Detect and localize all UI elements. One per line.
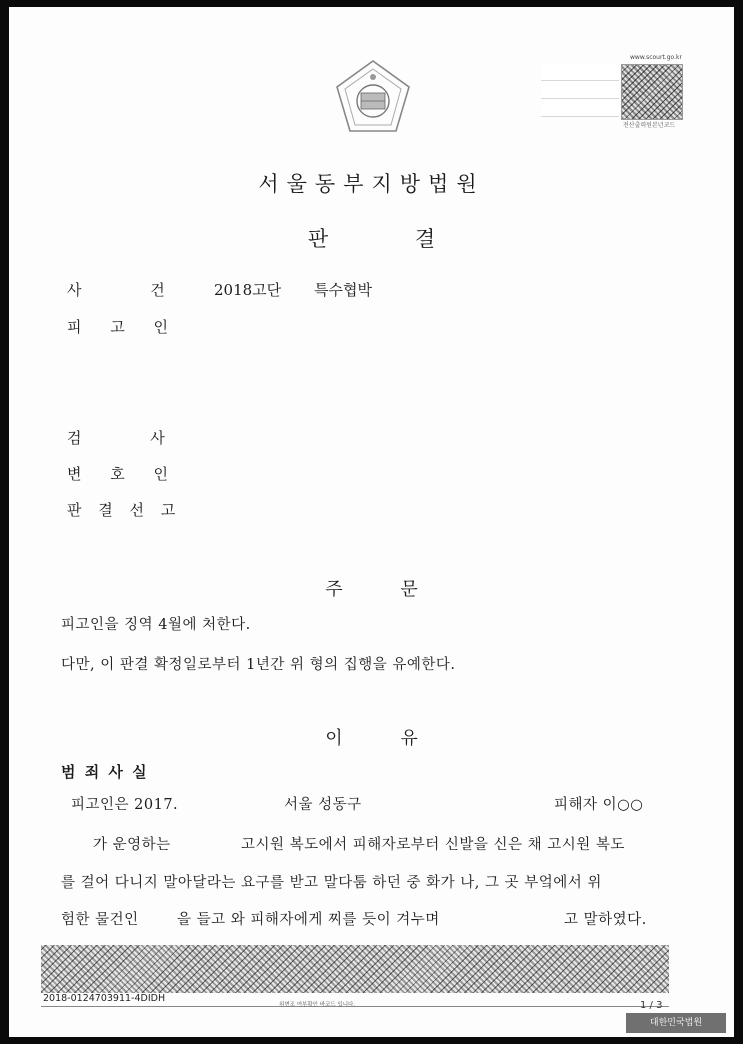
document-page — [9, 7, 734, 1037]
facts-line-1b: 서울 성동구 — [284, 797, 362, 813]
defendant-label: 피 고 인 — [67, 318, 181, 336]
court-seal-emblem — [331, 57, 415, 141]
document-title: 판 결 — [307, 227, 436, 251]
defense-counsel-label: 변 호 인 — [67, 465, 181, 483]
facts-line-4c: 고 말하였다. — [564, 912, 647, 928]
page-number: 1 / 3 — [640, 1000, 663, 1011]
barcode-strip — [41, 945, 669, 993]
facts-heading: 범 죄 사 실 — [61, 763, 149, 781]
document-code: 2018-0124703911-4DIDH — [43, 993, 166, 1004]
facts-line-2a: 가 운영하는 — [93, 837, 171, 853]
court-name: 서울동부지방법원 — [258, 172, 485, 196]
footer-notice: 위변조 여부확인 바코드 입니다. — [279, 1002, 356, 1008]
prosecutor-label: 검 사 — [67, 429, 197, 447]
order-title: 주 문 — [325, 579, 418, 600]
verify-url: www.scourt.go.kr — [630, 54, 682, 61]
reasons-title: 이 유 — [325, 728, 418, 749]
verdict-date-label: 판 결 선 고 — [67, 501, 182, 519]
facts-line-4b: 을 들고 와 피해자에게 찌를 듯이 겨누며 — [177, 912, 440, 928]
facts-line-4a: 험한 물건인 — [61, 912, 139, 928]
case-name: 특수협박 — [314, 281, 372, 299]
verification-lines — [541, 63, 619, 117]
order-line-2: 다만, 이 판결 확정일로부터 1년간 위 형의 집행을 유예한다. — [61, 657, 456, 673]
qr-code-image — [621, 64, 683, 120]
facts-line-2b: 고시원 복도에서 피해자로부터 신발을 신은 채 고시원 복도 — [241, 837, 625, 853]
facts-line-1c: 피해자 이○○ — [554, 797, 644, 813]
qr-caption: 전산출력원본년코드 — [623, 122, 676, 129]
facts-line-3: 를 걸어 다니지 말아달라는 요구를 받고 말다툼 하던 중 화가 나, 그 곳 부엌에서 위 — [61, 875, 602, 891]
case-label: 사 건 — [67, 281, 197, 299]
case-number: 2018고단 — [214, 281, 282, 299]
court-tag: 대한민국법원 — [626, 1013, 726, 1033]
facts-line-1a: 피고인은 2017. — [71, 797, 179, 813]
order-line-1: 피고인을 징역 4월에 처한다. — [61, 617, 251, 633]
